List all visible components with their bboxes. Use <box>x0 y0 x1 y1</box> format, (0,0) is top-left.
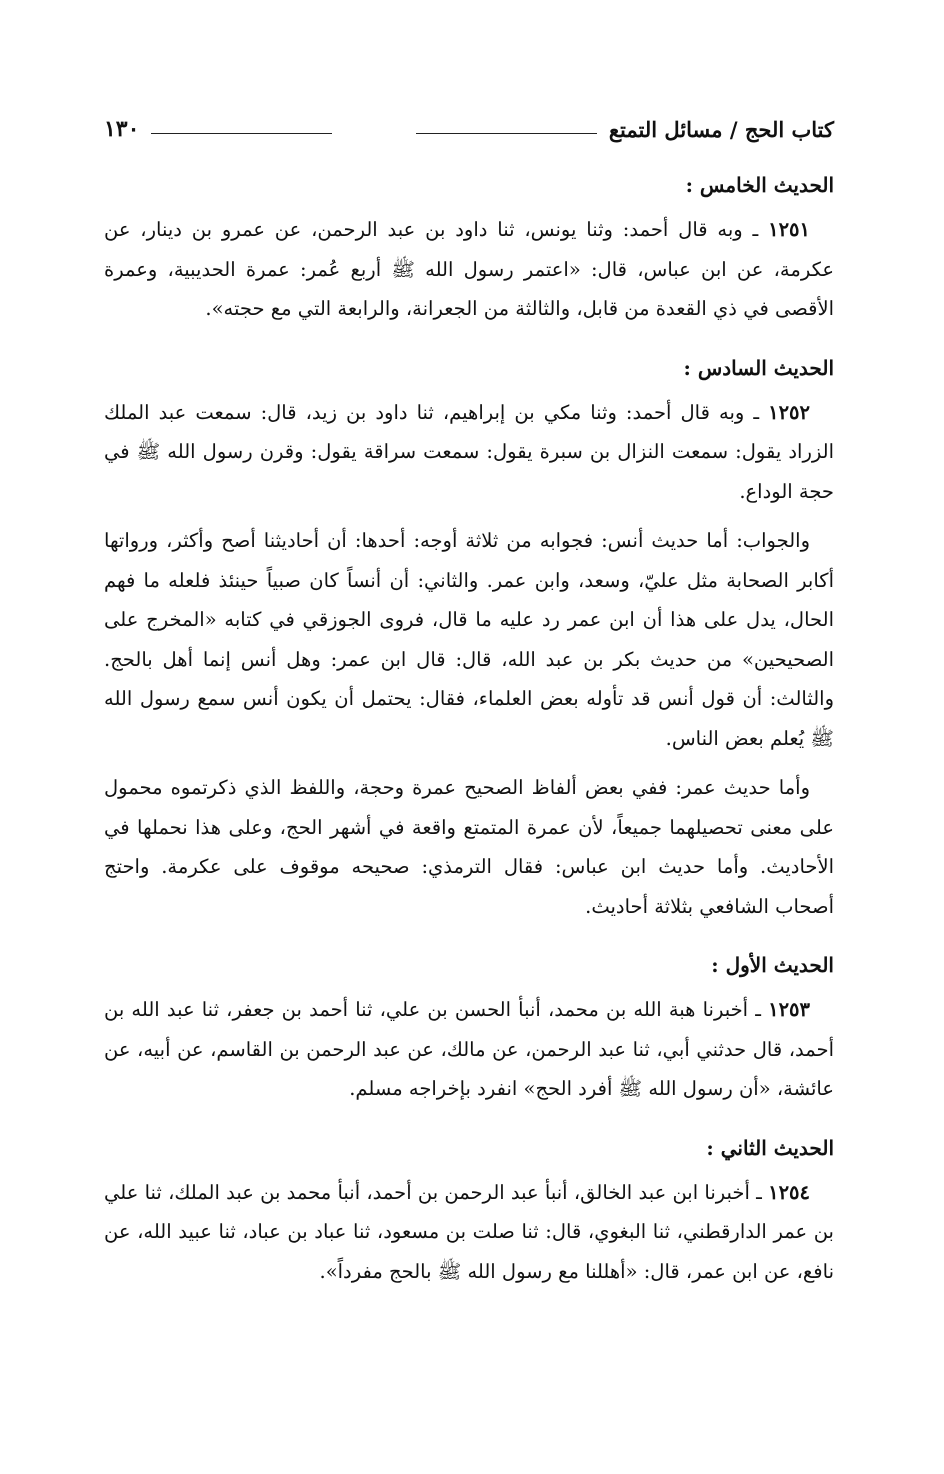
hadith-text: ـ أخبرنا ابن عبد الخالق، أنبأ عبد الرحمن بن أحمد، أنبأ محمد بن عبد الملك، ثنا علي بن عمر الدارقطني، ثنا البغوي، قال: ثنا صلت بن مسعود، ثنا عباد بن عباد، ثنا عبيد الله، عن نافع، عن ابن عمر، قال: «أهللنا مع رسول الله ﷺ بالحج مفرداً». <box>104 1180 834 1283</box>
hadith-paragraph-1254 <box>104 1173 834 1292</box>
running-title: كتاب الحج / مسائل التمتع <box>608 116 834 142</box>
hadith-number: ١٢٥٣ <box>768 998 810 1021</box>
hadith-paragraph-1251 <box>104 210 834 329</box>
header-rule-right <box>151 133 332 134</box>
hadith-paragraph-1253 <box>104 990 834 1109</box>
section-heading-fifth: الحديث الخامس : <box>685 173 834 197</box>
section-heading-sixth: الحديث السادس : <box>683 355 834 380</box>
hadith-number: ١٢٥٤ <box>768 1180 810 1204</box>
hadith-text: ـ أخبرنا هبة الله بن محمد، أنبأ الحسن بن علي، ثنا أحمد بن جعفر، ثنا عبد الله بن أحمد، قال حدثني أبي، ثنا عبد الرحمن، عن مالك، عن عبد الرحمن بن القاسم، عن أبيه، عن عائشة، «أن رسول الله ﷺ أفرد الحج» انفرد بإخراجه مسلم. <box>104 998 834 1100</box>
section-heading-first: الحديث الأول : <box>711 953 834 977</box>
answer-paragraph-umar: وأما حديث عمر: ففي بعض ألفاظ الصحيح عمرة وحجة، واللفظ الذي ذكرتموه محمول على معنى تحصيلهما جميعاً، لأن عمرة المتمتع واقعة في أشهر الحج، وعلى هذا نحملها في الأحاديث. وأما حديث ابن عباس: فقال الترمذي: صحيحه موقوف على عكرمة. واحتج أصحاب الشافعي بثلاثة أحاديث. <box>104 776 834 918</box>
hadith-number: ١٢٥٢ <box>768 400 810 424</box>
hadith-text: ـ وبه قال أحمد: وثنا يونس، ثنا داود بن عبد الرحمن، عن عمرو بن دينار، عن عكرمة، عن ابن عباس، قال: «اعتمر رسول الله ﷺ أربع عُمر: عمرة الحديبية، وعمرة الأقصى في ذي القعدة من قابل، والثالثة من الجعرانة، والرابعة التي مع حجته». <box>104 218 834 320</box>
hadith-number: ١٢٥١ <box>768 218 810 241</box>
answer-paragraph-anas: والجواب: أما حديث أنس: فجوابه من ثلاثة أوجه: أحدها: أن أحاديثنا أصح وأكثر، ورواتها أكابر الصحابة مثل عليّ، وسعد، وابن عمر. والثاني: أن أنساً كان صبياً حينئذ فلعله ما فهم الحال، يدل على هذا أن ابن عمر رد عليه ما قال، فروى الجوزقي في كتابه «المخرج على الصحيحين» من حديث بكر بن عبد الله، قال: قال ابن عمر: وهل أنس إنما أهل بالحج. والثالث: أن قول أنس قد تأوله بعض العلماء، فقال: يحتمل أن يكون أنس سمع رسول الله ﷺ يُعلم بعض الناس. <box>104 529 834 750</box>
page-number: ١٣٠ <box>103 116 140 142</box>
hadith-text: ـ وبه قال أحمد: وثنا مكي بن إبراهيم، ثنا داود بن زيد، قال: سمعت عبد الملك الزراد يقول: سمعت النزال بن سبرة يقول: سمعت سراقة يقول: وقرن رسول الله ﷺ في حجة الوداع. <box>104 400 834 503</box>
header-rule-left <box>416 133 597 134</box>
body-text <box>104 168 834 1301</box>
running-header <box>104 112 834 146</box>
section-heading-second: الحديث الثاني : <box>706 1135 834 1160</box>
hadith-paragraph-1252 <box>104 393 834 512</box>
